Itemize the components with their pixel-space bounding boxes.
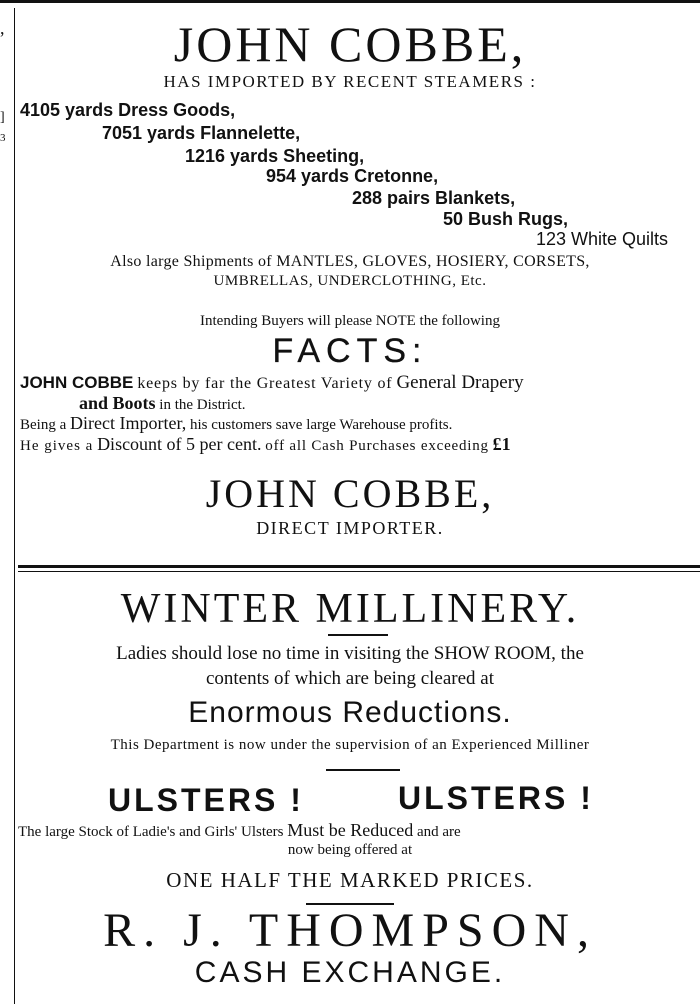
goods-item: 50 Bush Rugs, xyxy=(443,209,569,229)
section-separator-thin xyxy=(18,571,700,572)
footer-merchant-name: JOHN COBBE, xyxy=(205,471,495,516)
department-line: This Department is now under the supervision of an Experienced Milliner xyxy=(110,737,590,753)
short-rule xyxy=(326,769,400,771)
fact-emphasis: Direct Importer, xyxy=(70,413,187,433)
intending-buyers-line: Intending Buyers will please NOTE the following xyxy=(200,313,500,329)
half-price-line: ONE HALF THE MARKED PRICES. xyxy=(166,868,534,892)
margin-mark: , xyxy=(0,18,5,38)
fact-line-boots xyxy=(79,393,246,414)
contents-line: contents of which are being cleared at xyxy=(205,668,495,689)
goods-item: 4105 yards Dress Goods, xyxy=(20,100,236,120)
fact-text: Being a xyxy=(20,417,67,433)
advert-merchant-name: JOHN COBBE, xyxy=(173,16,527,72)
goods-item: 954 yards Cretonne, xyxy=(266,166,439,186)
goods-item: 7051 yards Flannelette, xyxy=(102,123,301,143)
section-separator xyxy=(18,565,700,568)
also-shipments-line: UMBRELLAS, UNDERCLOTHING, Etc. xyxy=(213,273,487,289)
goods-item: 123 White Quilts xyxy=(536,229,669,249)
stock-text: and are xyxy=(416,824,461,840)
fact-name: JOHN COBBE xyxy=(20,373,134,392)
fact-emphasis: and Boots xyxy=(79,393,156,413)
ulsters-heading-right: ULSTERS ! xyxy=(398,780,594,816)
cash-exchange-line: CASH EXCHANGE. xyxy=(194,956,506,989)
fact-text: in the District. xyxy=(159,397,246,413)
stock-text: The large Stock of Ladie's and Girls' Ulsters xyxy=(18,824,284,840)
goods-item: 1216 yards Sheeting, xyxy=(185,146,365,166)
fact-text: his customers save large Warehouse profits. xyxy=(189,417,453,433)
ladies-line: Ladies should lose no time in visiting the SHOW ROOM, the xyxy=(116,643,584,664)
fact-text: keeps by far the Greatest Variety of xyxy=(137,375,393,392)
margin-mark: 3 xyxy=(0,132,6,144)
short-rule xyxy=(328,634,388,636)
millinery-heading: WINTER MILLINERY. xyxy=(120,586,580,632)
margin-mark: ] xyxy=(0,110,5,125)
thompson-merchant-name: R. J. THOMPSON, xyxy=(103,904,597,957)
fact-text: off all Cash Purchases exceeding xyxy=(265,438,489,454)
top-border xyxy=(0,0,700,3)
fact-emphasis: General Drapery xyxy=(396,372,524,393)
stock-line xyxy=(18,820,461,841)
advert-subtitle: HAS IMPORTED BY RECENT STEAMERS : xyxy=(163,72,537,91)
ulsters-heading-left: ULSTERS ! xyxy=(108,782,304,818)
stock-emphasis: Must be Reduced xyxy=(287,820,414,840)
reductions-heading: Enormous Reductions. xyxy=(188,696,512,729)
fact-emphasis: £1 xyxy=(492,434,511,454)
fact-line-importer xyxy=(20,413,452,434)
footer-subtitle: DIRECT IMPORTER. xyxy=(256,518,444,538)
offered-line: now being offered at xyxy=(287,842,413,858)
fact-line-discount xyxy=(20,434,511,455)
fact-line-variety xyxy=(20,372,524,394)
fact-text: He gives a xyxy=(20,438,94,454)
goods-item: 288 pairs Blankets, xyxy=(352,188,516,208)
facts-heading: FACTS: xyxy=(272,332,428,370)
fact-emphasis: Discount of 5 per cent. xyxy=(97,434,262,454)
also-shipments-line: Also large Shipments of MANTLES, GLOVES, HOSIERY, CORSETS, xyxy=(110,253,590,270)
